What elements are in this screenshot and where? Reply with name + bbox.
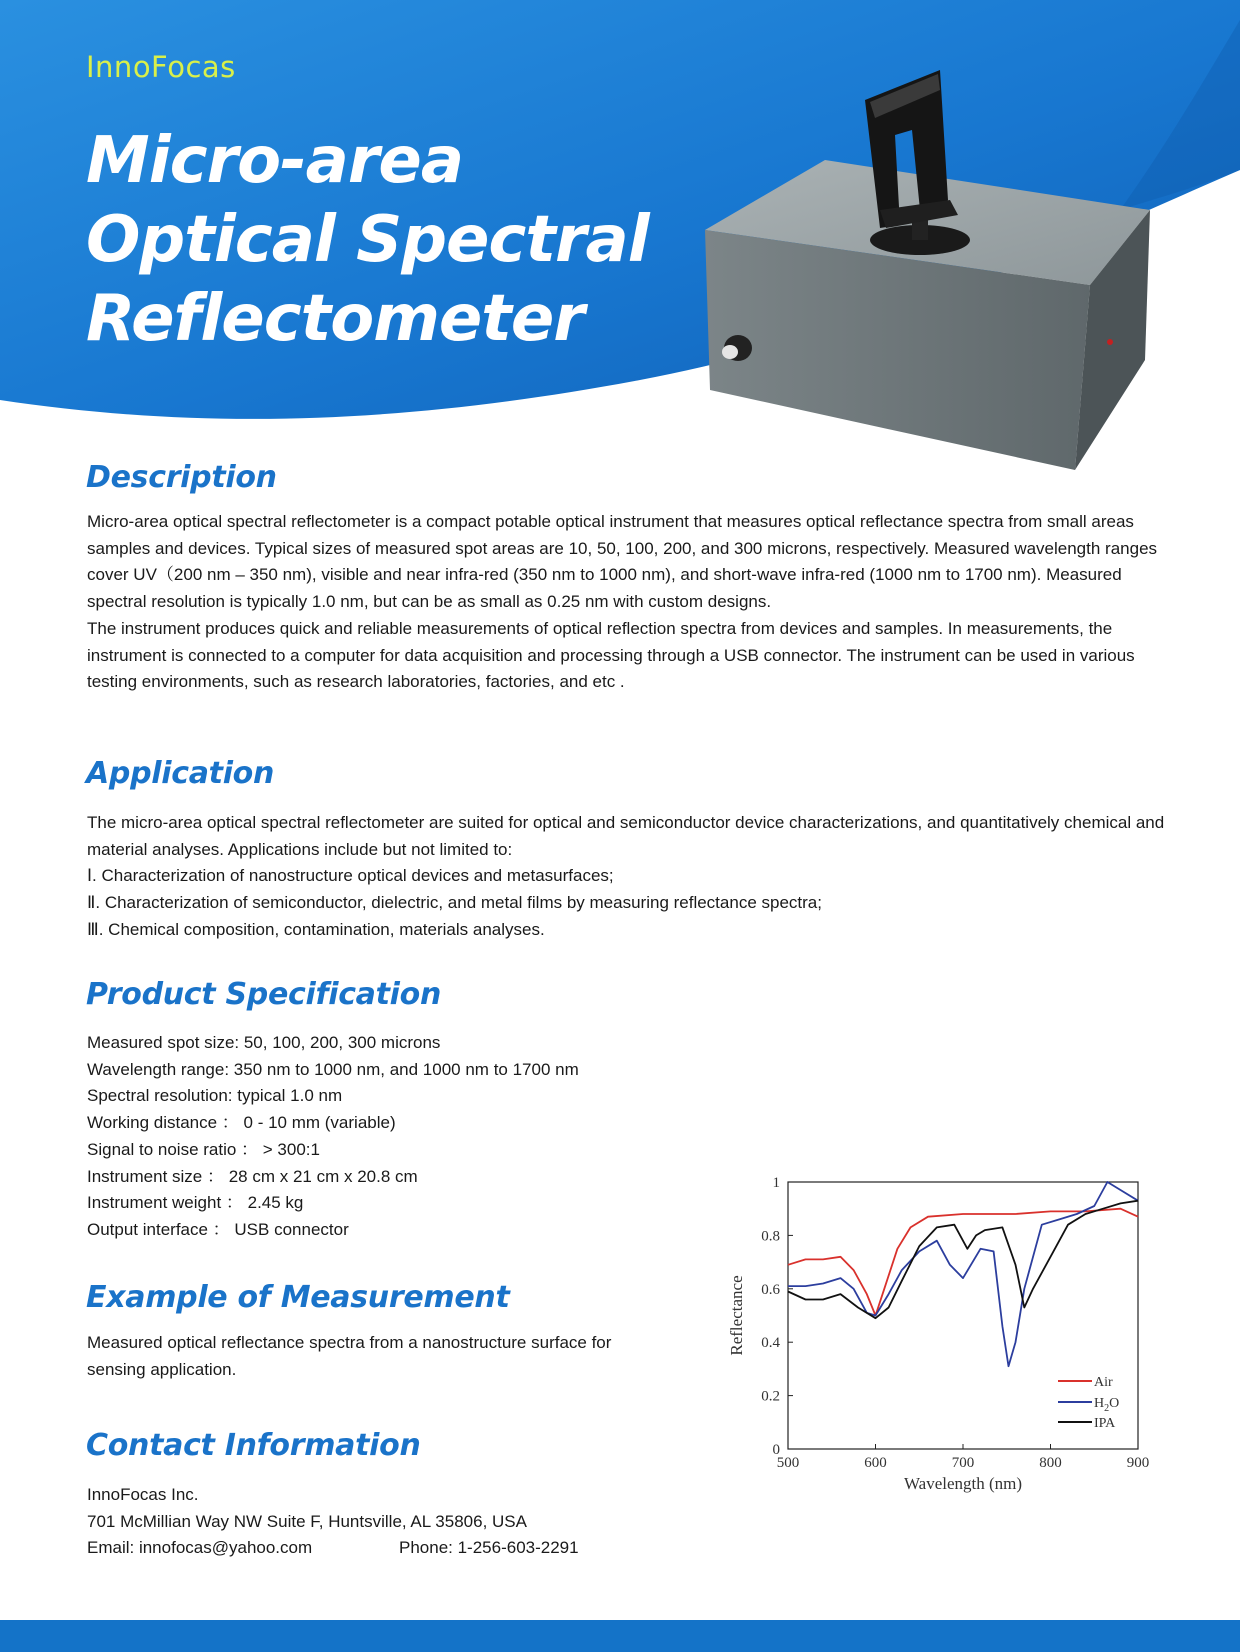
x-tick-label: 800 [1039, 1455, 1062, 1471]
description-paragraph: Micro-area optical spectral reflectometer is a compact potable optical instrument that measures optical reflectance spectra from small areas samples and devices. Typical sizes of measured spot areas are 10, 50, 100, 200, and 300 microns, respectively. Measured wavelength ranges cover UV（200 nm – 350 nm), visible and near infra-red (350 nm to 1000 nm), and short-wave infra-red (1000 nm to 1700 nm). Measured spectral resolution is typically 1.0 nm, but can be as small as 0.25 nm with custom designs. [87, 512, 1158, 612]
page-title [86, 122, 649, 359]
y-tick-label: 0.2 [761, 1388, 780, 1405]
description-heading: Description [86, 460, 277, 495]
application-item: Ⅲ. Chemical composition, contamination, materials analyses. [87, 919, 545, 939]
contact-address: 701 McMillian Way NW Suite F, Huntsville, AL 35806, USA [87, 1511, 527, 1531]
description-body [87, 509, 1167, 696]
application-item: Ⅱ. Characterization of semiconductor, dielectric, and metal films by measuring reflectance spectra; [87, 893, 822, 913]
spec-line: Output interface ： USB connector [87, 1219, 349, 1239]
contact-email[interactable]: Email: innofocas@yahoo.com [87, 1538, 313, 1558]
contact-block [87, 1482, 737, 1562]
spec-line: Measured spot size: 50, 100, 200, 300 microns [87, 1033, 441, 1052]
specification-list [87, 1030, 737, 1244]
example-body [87, 1330, 707, 1383]
example-text-line: Measured optical reflectance spectra from a nanostructure surface for [87, 1333, 612, 1352]
title-line: Reflectometer [86, 282, 584, 356]
application-item: Ⅰ. Characterization of nanostructure optical devices and metasurfaces; [87, 866, 614, 886]
contact-phone[interactable]: Phone: 1-256-603-2291 [399, 1538, 579, 1558]
spec-line: Wavelength range: 350 nm to 1000 nm, and 1000 nm to 1700 nm [87, 1059, 579, 1079]
ipa-series-line [788, 1201, 1138, 1319]
h2o-series-line [788, 1182, 1138, 1366]
legend-ipa-label: IPA [1094, 1416, 1116, 1431]
legend-h2o-label: $H_2O$ [1094, 1396, 1120, 1414]
spec-line: Instrument weight ： 2.45 kg [87, 1193, 304, 1213]
footer-bar [0, 1620, 1240, 1652]
y-tick-label: 0.8 [761, 1228, 780, 1245]
contact-heading: Contact Information [86, 1428, 421, 1463]
y-tick-label: 1 [772, 1175, 780, 1191]
description-paragraph: The instrument produces quick and reliable measurements of optical reflection spectra from devices and samples. In measurements, the instrument is connected to a computer for data acquisition and processing through a USB connector. The instrument can be used in various testing environments, such as research laboratories, factories, and etc . [87, 618, 1135, 692]
x-tick-label: 700 [951, 1455, 975, 1471]
y-tick-label: 0.6 [761, 1281, 780, 1298]
reflectance-chart [720, 1160, 1160, 1510]
brand-logo: InnoFocas [86, 50, 236, 84]
specification-heading: Product Specification [86, 977, 442, 1012]
legend-air-label: Air [1094, 1375, 1113, 1390]
x-axis-label: Wavelength (nm) [903, 1474, 1023, 1493]
x-tick-label: 900 [1126, 1455, 1150, 1471]
example-heading: Example of Measurement [86, 1280, 510, 1315]
example-text-line: sensing application. [87, 1359, 237, 1379]
x-tick-label: 500 [776, 1455, 800, 1471]
application-intro: The micro-area optical spectral reflectometer are suited for optical and semiconductor device characterizations, and quantitatively chemical and material analyses. Applications include but not limited to: [87, 813, 1165, 859]
y-tick-label: 0 [772, 1442, 780, 1458]
reflectometer-device-image [690, 60, 1160, 480]
y-tick-label: 0.4 [761, 1335, 780, 1352]
chart-plot-frame [788, 1182, 1138, 1449]
contact-company: InnoFocas Inc. [87, 1485, 199, 1504]
spec-line: Spectral resolution: typical 1.0 nm [87, 1086, 343, 1106]
application-heading: Application [86, 756, 275, 791]
y-axis-label: Reflectance [727, 1275, 746, 1356]
spec-line: Signal to noise ratio ： > 300:1 [87, 1139, 320, 1159]
air-series-line [788, 1209, 1138, 1316]
title-line: Optical Spectral [86, 203, 649, 277]
x-tick-label: 600 [864, 1455, 887, 1471]
spec-line: Working distance ： 0 - 10 mm (variable) [87, 1113, 396, 1133]
title-line: Micro-area [86, 124, 463, 198]
application-body [87, 810, 1167, 944]
spec-line: Instrument size ： 28 cm x 21 cm x 20.8 cm [87, 1166, 418, 1186]
